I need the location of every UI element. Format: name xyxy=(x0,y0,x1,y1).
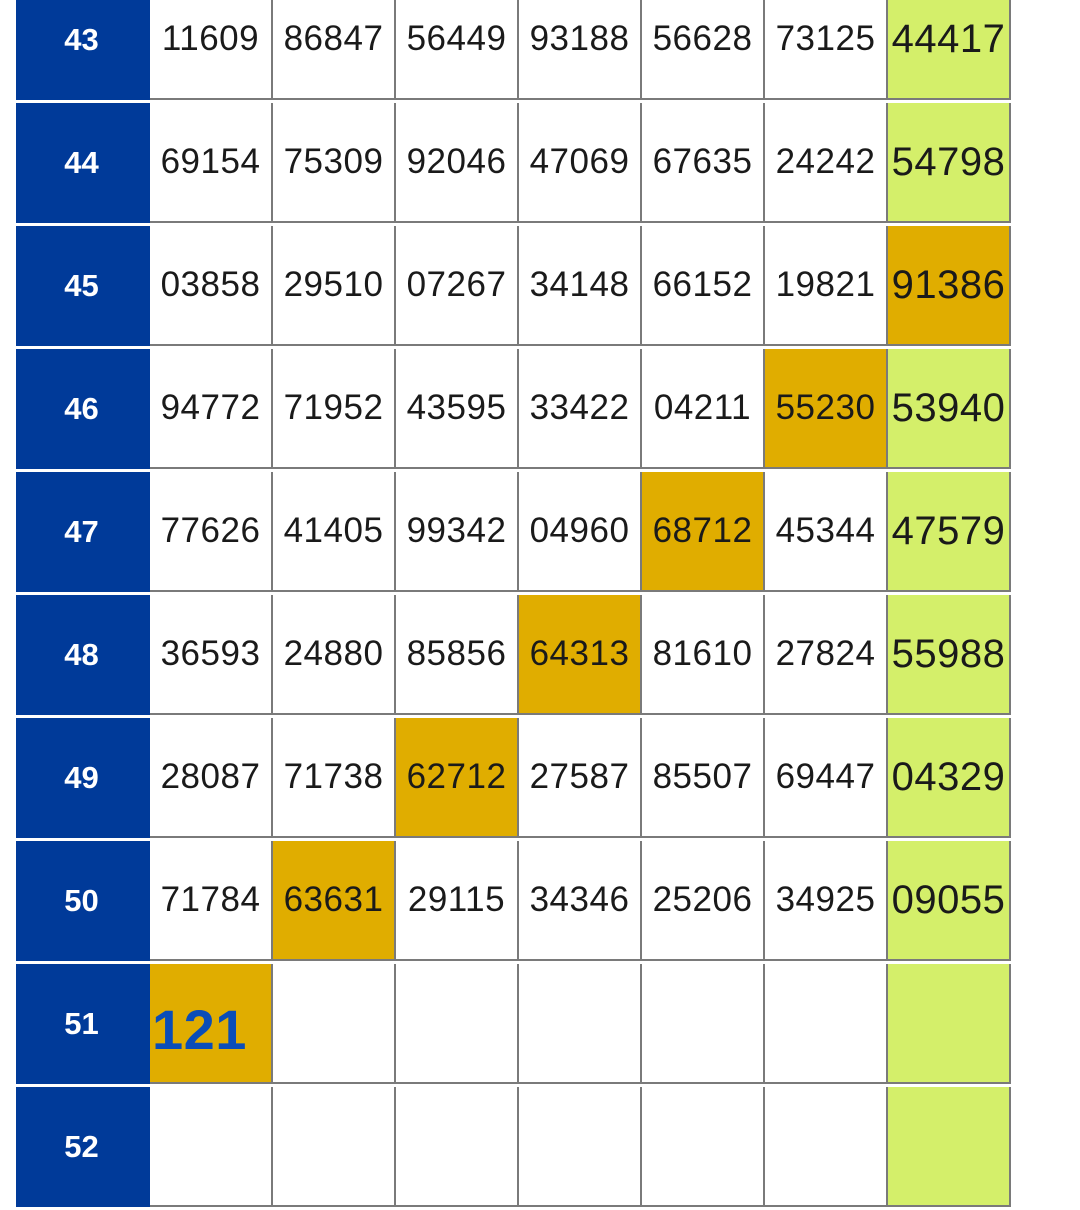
number-cell: 56628 xyxy=(642,0,765,98)
number-cell: 25206 xyxy=(642,841,765,959)
number-cell: 04211 xyxy=(642,349,765,467)
number-cell xyxy=(765,1087,888,1205)
number-cell: 41405 xyxy=(273,472,396,590)
number-cell: 68712 xyxy=(642,472,765,590)
number-cell: 07267 xyxy=(396,226,519,344)
row-cells xyxy=(150,1087,1011,1207)
row-cells xyxy=(150,103,1011,223)
table-row xyxy=(16,718,1011,841)
table-row xyxy=(16,472,1011,595)
number-cell: 64313 xyxy=(519,595,642,713)
row-number-label: 52 xyxy=(16,1087,150,1207)
table-row xyxy=(16,226,1011,349)
row-cells xyxy=(150,841,1011,961)
number-grid xyxy=(16,0,1011,1210)
number-cell: 28087 xyxy=(150,718,273,836)
number-cell: 62712 xyxy=(396,718,519,836)
number-cell xyxy=(396,1087,519,1205)
number-cell: 27587 xyxy=(519,718,642,836)
number-cell: 27824 xyxy=(765,595,888,713)
row-number-label: 44 xyxy=(16,103,150,223)
row-number-label: 43 xyxy=(16,0,150,100)
number-cell: 04960 xyxy=(519,472,642,590)
number-cell: 29115 xyxy=(396,841,519,959)
number-cell: 29510 xyxy=(273,226,396,344)
number-cell: 73125 xyxy=(765,0,888,98)
number-cell: 71784 xyxy=(150,841,273,959)
table-row xyxy=(16,0,1011,103)
result-cell: 44417 xyxy=(888,0,1011,98)
row-number-label: 50 xyxy=(16,841,150,961)
number-cell xyxy=(396,964,519,1082)
number-cell xyxy=(273,964,396,1082)
number-cell: 85856 xyxy=(396,595,519,713)
number-cell: 69154 xyxy=(150,103,273,221)
number-cell: 92046 xyxy=(396,103,519,221)
row-number-label: 46 xyxy=(16,349,150,469)
result-cell xyxy=(888,964,1011,1082)
result-cell: 09055 xyxy=(888,841,1011,959)
result-cell: 55988 xyxy=(888,595,1011,713)
row-cells xyxy=(150,472,1011,592)
result-cell: 91386 xyxy=(888,226,1011,344)
number-cell: 34148 xyxy=(519,226,642,344)
number-cell: 34346 xyxy=(519,841,642,959)
result-cell: 54798 xyxy=(888,103,1011,221)
result-cell: 53940 xyxy=(888,349,1011,467)
number-cell: 33422 xyxy=(519,349,642,467)
number-cell: 94772 xyxy=(150,349,273,467)
row-number-label: 47 xyxy=(16,472,150,592)
table-row xyxy=(16,841,1011,964)
row-number-label: 51 xyxy=(16,964,150,1084)
number-cell: 34925 xyxy=(765,841,888,959)
number-cell: 19821 xyxy=(765,226,888,344)
number-cell: 75309 xyxy=(273,103,396,221)
number-cell: 85507 xyxy=(642,718,765,836)
number-cell xyxy=(150,1087,273,1205)
number-cell: 45344 xyxy=(765,472,888,590)
number-cell: 99342 xyxy=(396,472,519,590)
number-cell xyxy=(519,1087,642,1205)
result-cell: 04329 xyxy=(888,718,1011,836)
number-cell: 121 xyxy=(150,964,273,1082)
number-cell xyxy=(519,964,642,1082)
row-number-label: 49 xyxy=(16,718,150,838)
row-cells xyxy=(150,349,1011,469)
number-cell xyxy=(765,964,888,1082)
number-cell: 93188 xyxy=(519,0,642,98)
row-number-label: 45 xyxy=(16,226,150,346)
row-cells xyxy=(150,964,1011,1084)
table-row xyxy=(16,1087,1011,1210)
number-cell: 43595 xyxy=(396,349,519,467)
row-cells xyxy=(150,226,1011,346)
number-cell: 11609 xyxy=(150,0,273,98)
row-cells xyxy=(150,718,1011,838)
table-row xyxy=(16,103,1011,226)
number-cell: 36593 xyxy=(150,595,273,713)
number-cell: 24242 xyxy=(765,103,888,221)
number-cell: 69447 xyxy=(765,718,888,836)
table-row xyxy=(16,595,1011,718)
number-cell: 71952 xyxy=(273,349,396,467)
number-cell: 55230 xyxy=(765,349,888,467)
number-cell: 66152 xyxy=(642,226,765,344)
number-cell: 56449 xyxy=(396,0,519,98)
row-number-label: 48 xyxy=(16,595,150,715)
number-cell: 77626 xyxy=(150,472,273,590)
row-cells xyxy=(150,595,1011,715)
result-cell: 47579 xyxy=(888,472,1011,590)
table-row xyxy=(16,964,1011,1087)
number-cell: 71738 xyxy=(273,718,396,836)
number-cell: 47069 xyxy=(519,103,642,221)
number-cell xyxy=(642,964,765,1082)
number-cell xyxy=(273,1087,396,1205)
number-cell: 63631 xyxy=(273,841,396,959)
number-cell: 24880 xyxy=(273,595,396,713)
table-row xyxy=(16,349,1011,472)
number-cell: 81610 xyxy=(642,595,765,713)
row-cells xyxy=(150,0,1011,100)
number-cell: 86847 xyxy=(273,0,396,98)
number-cell: 67635 xyxy=(642,103,765,221)
number-cell: 03858 xyxy=(150,226,273,344)
result-cell xyxy=(888,1087,1011,1205)
number-cell xyxy=(642,1087,765,1205)
